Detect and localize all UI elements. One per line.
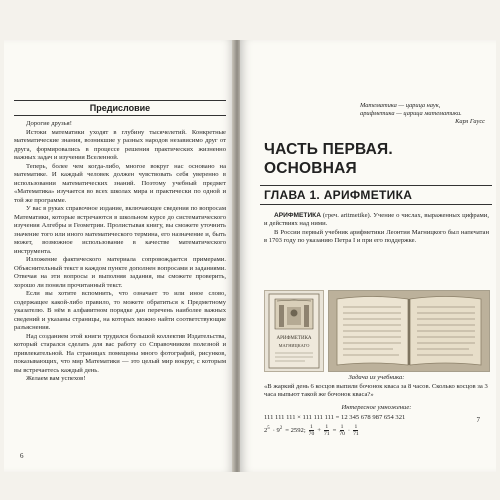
- right-page: [240, 40, 496, 472]
- formula-equals: = 2592;: [285, 427, 306, 434]
- history-paragraph: В России первый учебник арифметики Леонтия Магницкого был напечатан в 1703 году по указанию Петра I и при его поддержке.: [264, 228, 489, 244]
- formula-base: · 9: [272, 427, 280, 435]
- formula-operator: +: [317, 427, 321, 434]
- task-text: «В жаркий день 6 косцов выпили бочонок кваса за 8 часов. Сколько косцов за 3 часа выпьют такой же бочонок кваса?»: [264, 383, 488, 399]
- fraction-numerator: 1: [340, 424, 344, 430]
- preface-paragraph: Истоки математики уходят в глубину тысячелетий. Конкретные математические знания, возникшие у разных народов независимо друг от друга, формировались в процессе решения практических жизненно важных задач и изучения Вселенной.: [14, 128, 226, 161]
- part-title-line: ЧАСТЬ ПЕРВАЯ.: [264, 141, 393, 158]
- formula-exponent: 2: [279, 426, 283, 432]
- preface-closing: Желаем вам успехов!: [26, 375, 86, 382]
- magnitsky-cover-image: [264, 290, 324, 372]
- fraction-numerator: 1: [325, 424, 329, 430]
- fraction-denominator: 71: [323, 431, 330, 437]
- definition-paragraph: [264, 212, 489, 229]
- old-book-spread-image: [328, 290, 490, 372]
- fraction: [309, 424, 315, 437]
- interesting-title: Интересное умножение:: [341, 404, 412, 411]
- preface-header: [14, 100, 226, 116]
- epigraph-line: арифметика — царица математики.: [360, 110, 462, 117]
- formula-exponent: 5: [267, 426, 270, 432]
- preface-paragraph: Теперь, более чем когда-либо, многое вокруг нас основано на математике. И каждый человек должен чувствовать себя уверенно в использовании математических знаний. Поэтому учебный предмет «Математика» изучается во всех школах мира и практически по одной и той же программе.: [14, 162, 226, 204]
- preface-paragraph: Над созданием этой книги трудился большой коллектив Издательства, который старался сделать для вас работу со Справочником полезной и привлекательной. На страницах помещены много фотографий, рисунков, показывающих, что мир Математики — это целый мир вокруг, с которым вы встречаетесь каждый день.: [14, 332, 226, 374]
- task-title: Задача из учебника:: [348, 374, 405, 381]
- preface-paragraph: Изложение фактического материала сопровождается примерами. Объяснительный текст в каждом пункте дополнен вопросами и заданиями. Отвечая на эти вопросы и выполняя задания, вы сможете проверить, хорошо ли поняли прочитанный текст.: [14, 256, 226, 289]
- fraction-denominator: 71: [353, 431, 359, 437]
- preface-paragraph: У вас в руках справочное издание, включающее сведения по вопросам Математики, которые встречаются в школьном курсе до систематического изучения Алгебры и Геометрии. Пролистывая книгу, вы сможете уточнить значение того или иного математического термина, его назначение и, быть может, возможное использование в качестве математического инструмента.: [14, 205, 226, 255]
- preface-text: [14, 120, 226, 384]
- fraction-denominator: 70: [339, 431, 345, 437]
- part-title-line: ОСНОВНАЯ: [264, 160, 357, 177]
- formula-part: [264, 426, 270, 434]
- chapter-header: [260, 185, 492, 205]
- fraction-numerator: 1: [310, 424, 313, 430]
- formula-operator: =: [332, 427, 337, 434]
- epigraph-author: Карл Гаусс: [455, 118, 485, 125]
- fraction: [353, 424, 359, 437]
- arithmetic-text: [264, 212, 489, 245]
- fraction: [324, 424, 330, 437]
- arithmetic-definition: (греч. aritmetike). Учение о числах, выраженных цифрами, и действиях над ними.: [264, 212, 489, 228]
- page-number-left: 6: [20, 452, 24, 460]
- part-title: [264, 140, 489, 178]
- cover-caption-line: МАГНИЦКАГО: [278, 343, 310, 348]
- epigraph-line: Математика — царица наук,: [360, 102, 441, 109]
- preface-title: Предисловие: [89, 103, 151, 113]
- fraction-denominator: 70: [308, 431, 315, 437]
- epigraph: [360, 102, 485, 126]
- left-page: [4, 40, 234, 472]
- fraction: [339, 424, 345, 437]
- cover-caption-line: АРИФМЕТИКА: [276, 336, 312, 341]
- preface-paragraph: Если вы хотите вспомнить, что означает то или иное слово, содержащее какой-либо правило, то можете обратиться к Предметному указателю. В нём в алфавитном порядке дан перечень наиболее важных сведений и указаны страницы, на которых можно найти соответствующие разъяснения.: [14, 290, 226, 331]
- preface-paragraph: Дорогие друзья!: [26, 120, 72, 127]
- formula-base: 2: [264, 427, 268, 435]
- fraction-numerator: 1: [354, 424, 358, 430]
- formula-part: [273, 426, 283, 434]
- formula-operator: ·: [347, 427, 351, 434]
- fraction-formula: [264, 424, 489, 437]
- chapter-title: ГЛАВА 1. АРИФМЕТИКА: [264, 188, 413, 202]
- page-number-right: 7: [476, 416, 480, 424]
- arithmetic-term: АРИФМЕТИКА: [274, 212, 321, 219]
- multiplication-line: 111 111 111 × 111 111 111 = 12 345 678 987 654 321: [264, 414, 406, 421]
